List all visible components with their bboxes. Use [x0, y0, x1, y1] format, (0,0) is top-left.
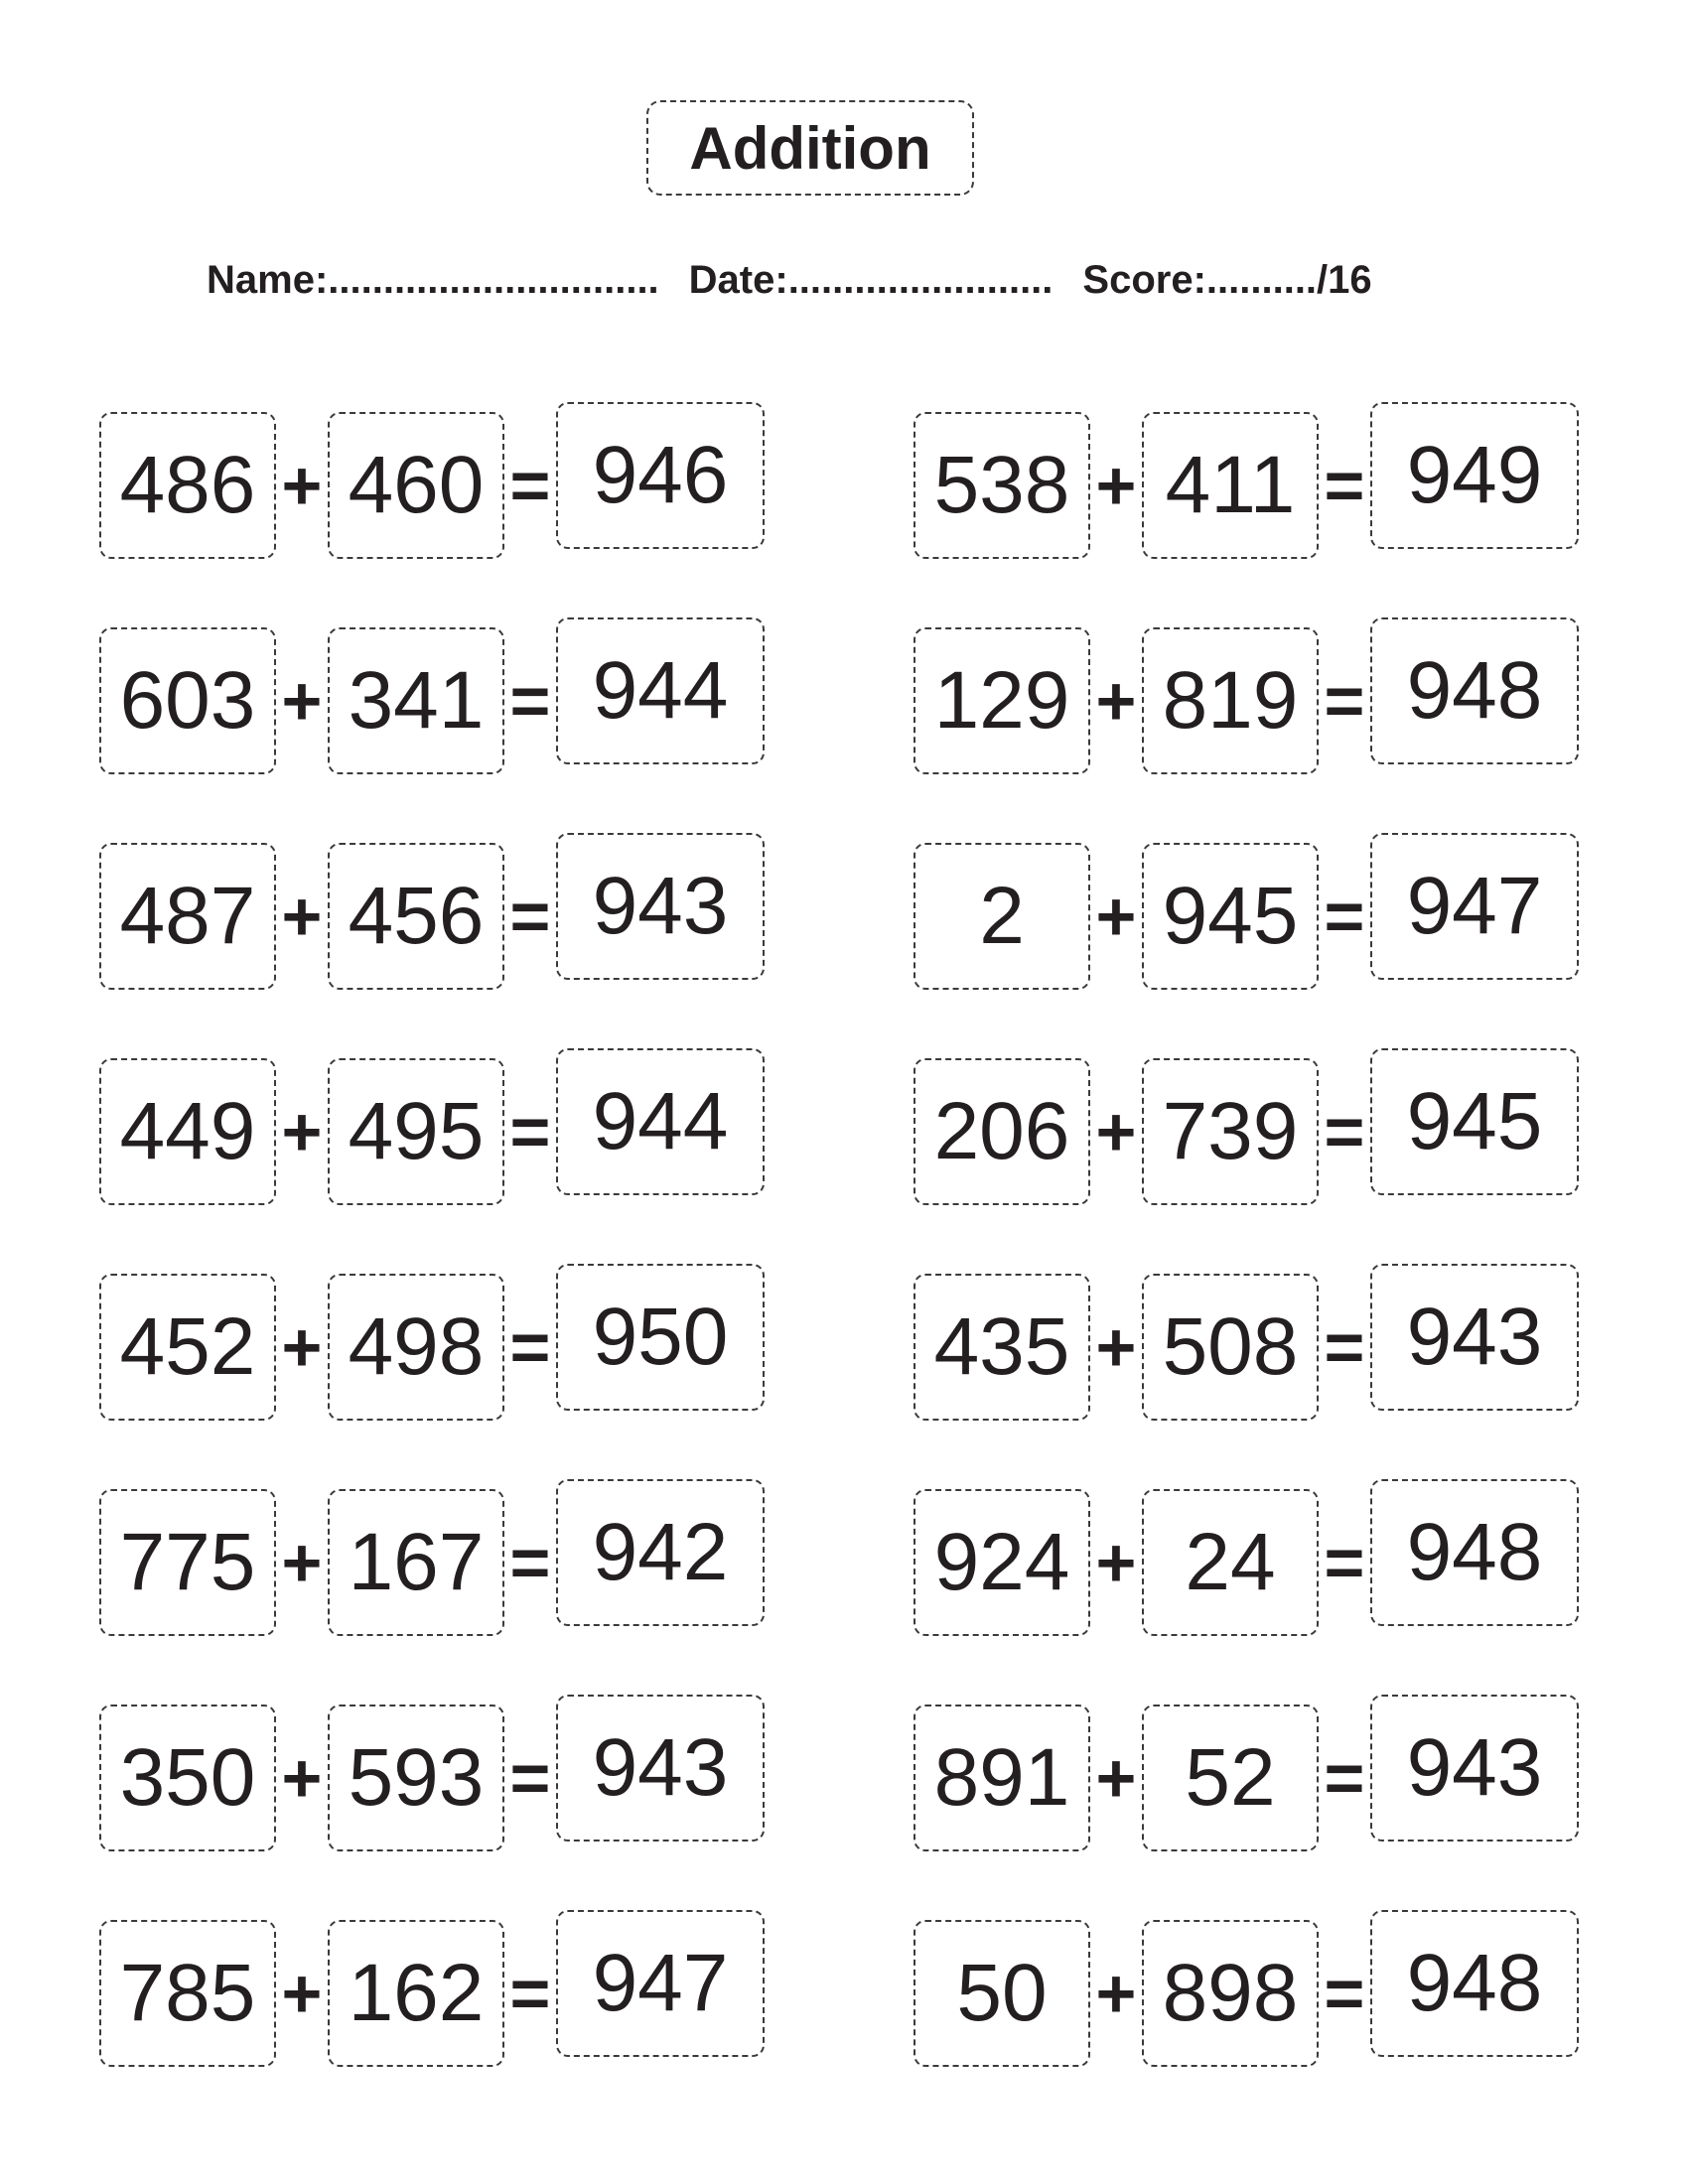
- answer-box[interactable]: 948: [1370, 617, 1579, 764]
- equals-sign: =: [509, 878, 551, 955]
- answer-box[interactable]: 948: [1370, 1479, 1579, 1626]
- worksheet-title: Addition: [646, 100, 974, 196]
- answer-box[interactable]: 943: [556, 1695, 765, 1842]
- plus-sign: +: [281, 1955, 323, 2032]
- first-addend: 891: [914, 1705, 1090, 1851]
- addition-problem: [914, 1048, 1589, 1207]
- second-addend: 52: [1142, 1705, 1319, 1851]
- plus-sign: +: [281, 662, 323, 740]
- first-addend: 129: [914, 627, 1090, 774]
- first-addend: 2: [914, 843, 1090, 990]
- second-addend: 898: [1142, 1920, 1319, 2067]
- second-addend: 945: [1142, 843, 1319, 990]
- answer-box[interactable]: 947: [556, 1910, 765, 2057]
- plus-sign: +: [1095, 1308, 1137, 1386]
- equals-sign: =: [509, 1739, 551, 1817]
- first-addend: 775: [99, 1489, 276, 1636]
- equals-sign: =: [1324, 1093, 1365, 1170]
- plus-sign: +: [1095, 1955, 1137, 2032]
- plus-sign: +: [281, 1308, 323, 1386]
- answer-box[interactable]: 944: [556, 617, 765, 764]
- addition-problem: [99, 1479, 774, 1638]
- equals-sign: =: [1324, 1308, 1365, 1386]
- second-addend: 341: [328, 627, 504, 774]
- first-addend: 785: [99, 1920, 276, 2067]
- equals-sign: =: [1324, 1955, 1365, 2032]
- second-addend: 167: [328, 1489, 504, 1636]
- plus-sign: +: [1095, 1739, 1137, 1817]
- answer-box[interactable]: 946: [556, 402, 765, 549]
- equals-sign: =: [509, 1308, 551, 1386]
- plus-sign: +: [1095, 878, 1137, 955]
- equals-sign: =: [509, 662, 551, 740]
- equals-sign: =: [1324, 878, 1365, 955]
- second-addend: 819: [1142, 627, 1319, 774]
- second-addend: 460: [328, 412, 504, 559]
- answer-box[interactable]: 943: [556, 833, 765, 980]
- second-addend: 24: [1142, 1489, 1319, 1636]
- first-addend: 487: [99, 843, 276, 990]
- second-addend: 411: [1142, 412, 1319, 559]
- date-field[interactable]: Date:........................: [688, 257, 1054, 302]
- answer-box[interactable]: 949: [1370, 402, 1579, 549]
- addition-problem: [99, 1264, 774, 1423]
- addition-problem: [99, 617, 774, 776]
- first-addend: 486: [99, 412, 276, 559]
- addition-problem: [99, 1695, 774, 1853]
- second-addend: 456: [328, 843, 504, 990]
- addition-problem: [914, 1695, 1589, 1853]
- addition-problem: [914, 402, 1589, 561]
- equals-sign: =: [1324, 1524, 1365, 1601]
- first-addend: 449: [99, 1058, 276, 1205]
- plus-sign: +: [281, 1524, 323, 1601]
- plus-sign: +: [281, 1093, 323, 1170]
- addition-problem: [99, 833, 774, 992]
- addition-problem: [914, 1264, 1589, 1423]
- addition-problem: [914, 1910, 1589, 2069]
- plus-sign: +: [281, 878, 323, 955]
- student-info-line: [207, 250, 1497, 310]
- equals-sign: =: [509, 1093, 551, 1170]
- plus-sign: +: [281, 447, 323, 524]
- second-addend: 162: [328, 1920, 504, 2067]
- second-addend: 498: [328, 1274, 504, 1421]
- plus-sign: +: [1095, 1524, 1137, 1601]
- first-addend: 435: [914, 1274, 1090, 1421]
- answer-box[interactable]: 950: [556, 1264, 765, 1411]
- plus-sign: +: [1095, 662, 1137, 740]
- equals-sign: =: [1324, 1739, 1365, 1817]
- equals-sign: =: [1324, 447, 1365, 524]
- answer-box[interactable]: 944: [556, 1048, 765, 1195]
- first-addend: 350: [99, 1705, 276, 1851]
- answer-box[interactable]: 945: [1370, 1048, 1579, 1195]
- answer-box[interactable]: 947: [1370, 833, 1579, 980]
- plus-sign: +: [1095, 1093, 1137, 1170]
- first-addend: 538: [914, 412, 1090, 559]
- first-addend: 206: [914, 1058, 1090, 1205]
- addition-problem: [99, 1910, 774, 2069]
- equals-sign: =: [509, 1524, 551, 1601]
- addition-problem: [914, 617, 1589, 776]
- second-addend: 508: [1142, 1274, 1319, 1421]
- addition-problem: [914, 1479, 1589, 1638]
- answer-box[interactable]: 943: [1370, 1264, 1579, 1411]
- equals-sign: =: [509, 447, 551, 524]
- second-addend: 495: [328, 1058, 504, 1205]
- name-field[interactable]: Name:..............................: [207, 257, 659, 302]
- first-addend: 603: [99, 627, 276, 774]
- equals-sign: =: [509, 1955, 551, 2032]
- addition-problem: [99, 1048, 774, 1207]
- first-addend: 924: [914, 1489, 1090, 1636]
- plus-sign: +: [1095, 447, 1137, 524]
- first-addend: 452: [99, 1274, 276, 1421]
- addition-problem: [914, 833, 1589, 992]
- plus-sign: +: [281, 1739, 323, 1817]
- equals-sign: =: [1324, 662, 1365, 740]
- second-addend: 739: [1142, 1058, 1319, 1205]
- first-addend: 50: [914, 1920, 1090, 2067]
- addition-problem: [99, 402, 774, 561]
- answer-box[interactable]: 942: [556, 1479, 765, 1626]
- answer-box[interactable]: 948: [1370, 1910, 1579, 2057]
- score-field[interactable]: Score:........../16: [1082, 257, 1372, 302]
- second-addend: 593: [328, 1705, 504, 1851]
- answer-box[interactable]: 943: [1370, 1695, 1579, 1842]
